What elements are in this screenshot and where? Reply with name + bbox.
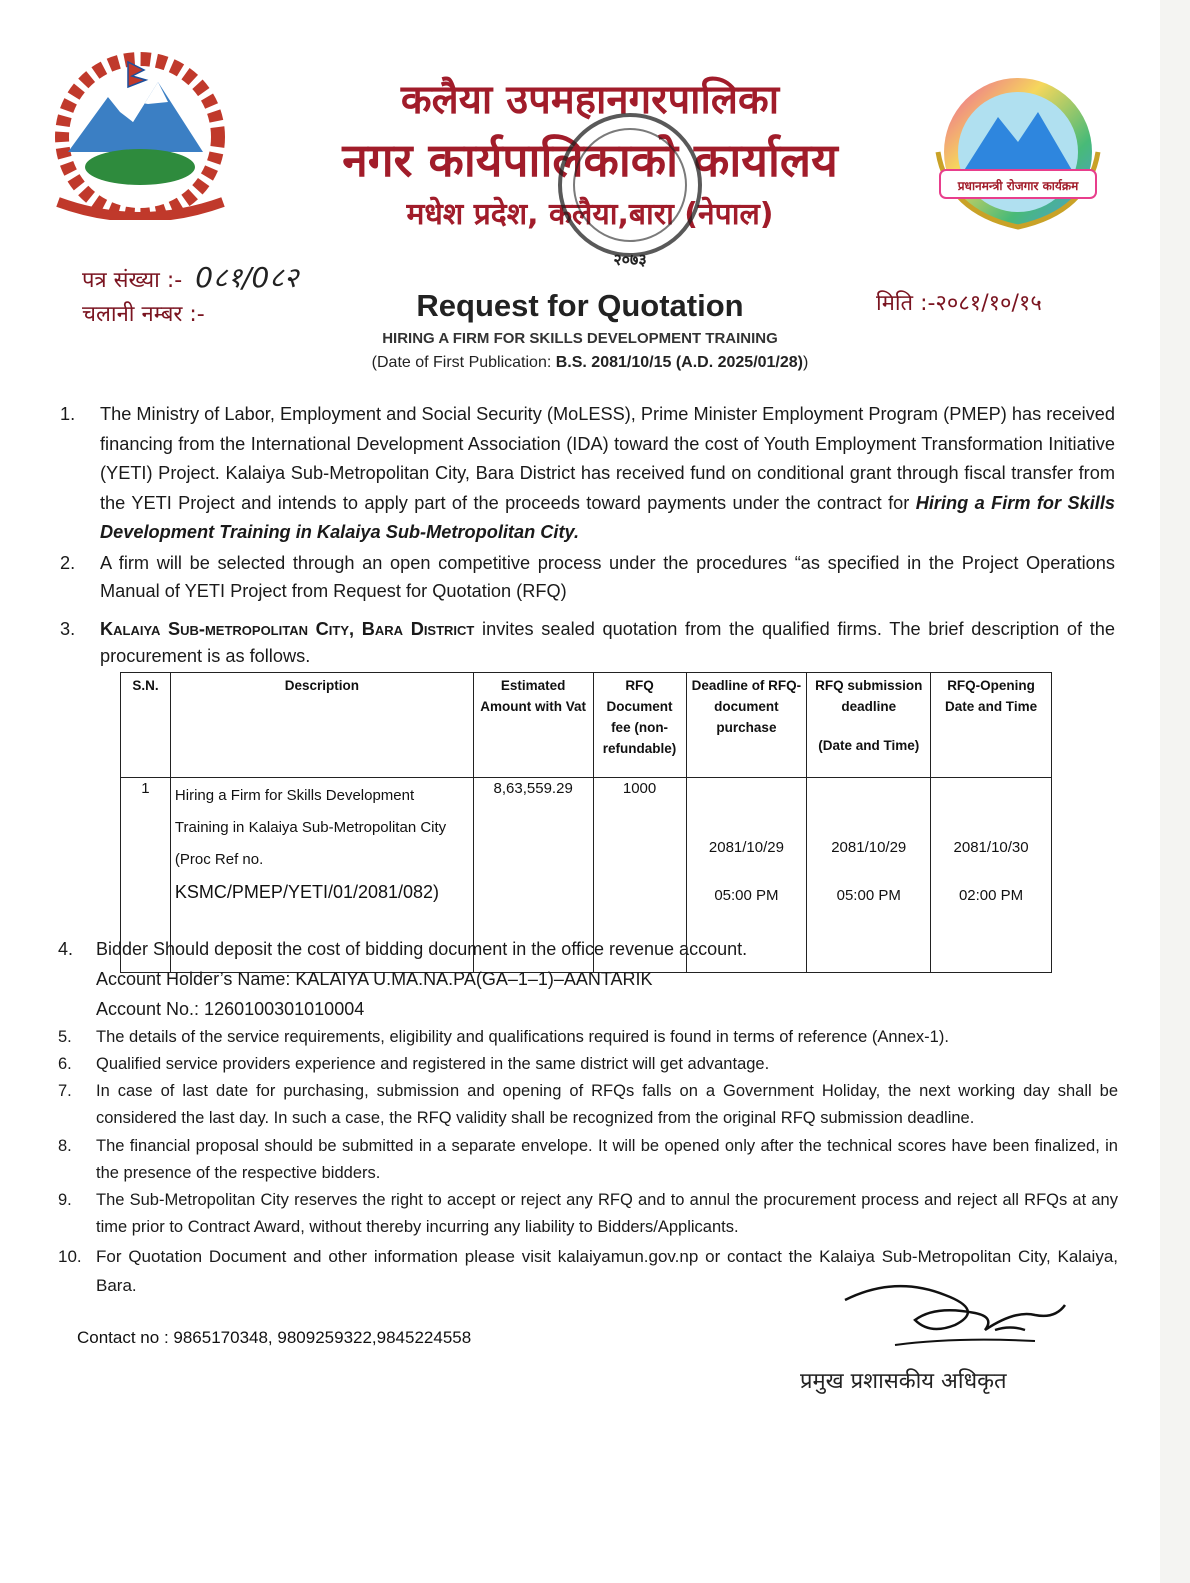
pubdate-value: B.S. 2081/10/15 (A.D. 2025/01/28) [555,354,803,371]
column-header: S.N. [121,673,171,778]
proc-ref: KSMC/PMEP/YETI/01/2081/082) [174,882,440,902]
clause-emphasis: Hiring a Firm for Skills Development Training in Kalaiya Sub-Metropolitan City. [100,492,1115,543]
clause-9 [58,1187,1118,1241]
cell-time: 05:00 PM [836,887,901,904]
clause-number: 3. [60,619,76,639]
cell-date: 2081/10/29 [708,839,784,856]
office-address: मधेश प्रदेश, कलैया,बारा (नेपाल) [406,197,774,232]
clause-entity: Kalaiya Sub-metropolitan City, Bara District [100,619,475,639]
clause-number: 4. [58,939,74,959]
page-title: Request for Quotation [416,288,744,323]
procurement-table [120,672,1052,973]
official-stamp-icon [545,100,715,270]
page-subtitle: HIRING A FIRM FOR SKILLS DEVELOPMENT TRAINING [382,330,778,347]
clause-number: 9. [58,1191,72,1209]
clause-number: 5. [58,1028,72,1046]
cell-date: 2081/10/29 [831,839,907,856]
cell-date: 2081/10/30 [953,839,1029,856]
column-header: Description [170,673,473,778]
contact-numbers: Contact no : 9865170348, 9809259322,9845224558 [77,1328,472,1347]
clause-number: 10. [58,1247,82,1266]
dispatch-number-label: चलानी नम्बर :- [82,302,205,327]
clause-1 [60,400,1115,548]
column-header: Deadline of RFQ-document purchase [686,673,807,778]
office-name: नगर कार्यपालिकाको कार्यालय [342,133,838,187]
column-header: Estimated Amount with Vat [473,673,593,778]
clause-text: The details of the service requirements, eligibility and qualifications required is found in terms of reference (Annex-1). [96,1028,949,1046]
cell-time: 02:00 PM [958,887,1024,904]
letter-number-value: 0८१/0८२ [195,261,299,294]
clause-7 [58,1078,1118,1132]
clause-8 [58,1133,1118,1187]
clause-text: A firm will be selected through an open competitive process under the procedures “as specified in the Project Operations Manual of YETI Project from Request for Quotation (RFQ) [100,553,1115,601]
table-header-row [121,673,1052,778]
account-holder: Account Holder’s Name: KALAIYA U.MA.NA.PA(GA–1–1)–AANTARIK [96,969,653,989]
clause-6 [58,1051,1118,1078]
table-cell: 1 [121,778,171,973]
clause-text: In case of last date for purchasing, submission and opening of RFQs falls on a Government Holiday, the next working day shall be considered the last day. In such a case, the RFQ validity shall be recognized from the original RFQ submission deadline. [96,1082,1118,1127]
clause-2 [60,549,1115,605]
clause-text: The financial proposal should be submitted in a separate envelope. It will be opened only after the technical scores have been finalized, in the presence of the respective bidders. [96,1137,1118,1182]
clause-number: 8. [58,1137,72,1155]
signatory-designation: प्रमुख प्रशासकीय अधिकृत [800,1369,1007,1394]
document-date: मिति :-२०८१/१०/१५ [876,291,1042,316]
nepal-emblem-icon [28,42,253,220]
column-header-line: RFQ submission deadline [815,678,923,714]
pmep-logo-icon [918,72,1118,237]
clause-3 [60,616,1115,670]
pubdate-prefix: (Date of First Publication: [371,354,556,371]
clause-text: invites sealed quotation from the qualified firms. The brief description of the procurement is as follows. [100,619,1115,666]
clause-number: 1. [60,404,76,424]
pmep-logo-text: प्रधानमन्त्री रोजगार कार्यक्रम [957,179,1079,193]
account-number: Account No.: 1260100301010004 [96,999,365,1019]
pubdate-suffix: ) [803,354,809,371]
clause-text: Bidder Should deposit the cost of bidding document in the office revenue account. [96,939,748,959]
column-header-line: (Date and Time) [818,738,920,753]
clause-text: The Ministry of Labor, Employment and Social Security (MoLESS), Prime Minister Employment Program (PMEP) has received financing from the International Development Association (IDA) toward the cost of Youth Employment Transformation Initiative (YETI) Project. Kalaiya Sub-Metropolitan City, Bara District has received fund on conditional grant through fiscal transfer from the YETI Project and intends to apply part of the proceeds toward payments under the contract for [100,404,1115,513]
column-header: RFQ Document fee (non-refundable) [593,673,686,778]
table-cell: 8,63,559.29 [473,778,593,973]
clause-number: 7. [58,1082,72,1100]
clause-number: 6. [58,1055,72,1073]
clause-5 [58,1024,1118,1051]
clause-text: The Sub-Metropolitan City reserves the right to accept or reject any RFQ and to annul the procurement process and reject all RFQs at any time prior to Contract Award, without thereby incurring any liability to Bidders/Applicants. [96,1191,1118,1236]
clause-4 [58,934,1118,1024]
cell-time: 05:00 PM [714,887,779,904]
clause-text: For Quotation Document and other information please visit kalaiyamun.gov.np or contact the Kalaiya Sub-Metropolitan City, Kalaiya, Bara. [96,1247,1118,1295]
clause-number: 2. [60,553,76,573]
letter-number [82,258,299,296]
municipality-name: कलैया उपमहानगरपालिका [400,77,780,123]
table-cell: 1000 [593,778,686,973]
description-text: Hiring a Firm for Skills Development Training in Kalaiya Sub-Metropolitan City (Proc Ref no. [174,787,447,868]
clause-text: Qualified service providers experience and registered in the same district will get advantage. [96,1055,770,1073]
publication-date [250,354,930,372]
stamp-year: २०७३ [613,250,647,269]
signature-icon [835,1275,1080,1365]
column-header: RFQ-Opening Date and Time [931,673,1052,778]
column-header [807,673,931,778]
letter-number-label: पत्र संख्या :- [82,268,183,293]
